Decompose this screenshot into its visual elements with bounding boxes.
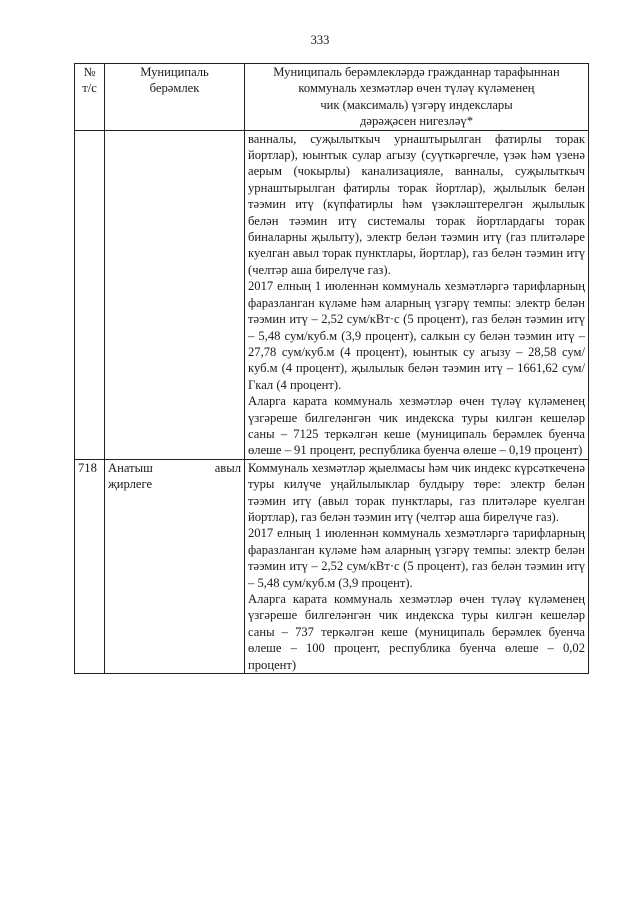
header-basis: Муниципаль берәмлекләрдә гражданнар тарафыннан коммуналь хезмәтләр өчен түләү күләменең чик (максималь) үзгәрү индекслары дәрәҗәсен нигезләү* — [245, 64, 589, 131]
basis-paragraph: Аларга карата коммуналь хезмәтләр өчен түләү күләменең үзгәреше билгеләнгән чик индекска туры килгән кешеләр саны – 7125 теркәлгән кеше (муниципаль берәмлек буенча өлеше – 91 процент, республика буенча өлеше – 0,19 процент) — [248, 394, 585, 458]
basis-paragraph: Коммуналь хезмәтләр җыелмасы һәм чик индекс күрсәткеченә туры килүче уңайлылыклар булдыру төре: электр белән тәэмин итү (авыл торак пунктлары, газ плитәләре куелган йортлар), газ белән тәэмин итү (челтәр аша бирелүче газ). — [248, 460, 585, 524]
municipal-index-table — [74, 63, 589, 674]
header-number: № т/с — [75, 64, 105, 131]
basis-paragraph: ванналы, суҗылыткыч урнаштырылган фатирлы торак йортлар), юынтык сулар агызу (суүткәргечле, үзәк һәм үзенә аерым (чокырлы) канализацияле, ванналы, суҗылыткыч урнаштырылган фатирлы торак йортлар), җылылык белән тәэмин итү (күпфатирлы һәм үзәкләштерелгән җылылык белән тәэмин итү системалы торак йортлардагы торак биналарны җылыту), электр белән тәэмин итү (газ плитәләре куелган авыл торак пунктлары, йортлар), газ белән тәэмин итү (челтәр аша бирелүче газ). — [248, 131, 585, 277]
row-municipality — [105, 130, 245, 459]
row-number — [75, 130, 105, 459]
page-number: 333 — [310, 33, 330, 47]
header-municipality: Муниципаль берәмлек — [105, 64, 245, 131]
row-municipality — [105, 459, 245, 673]
row-basis — [245, 130, 589, 459]
municipality-type-cont: җирлеге — [108, 477, 153, 492]
basis-paragraph: 2017 елның 1 июленнән коммуналь хезмәтләргә тарифларның фаразланган күләме һәм аларның үзгәрү темпы: электр белән тәэмин итү – 2,52 сум/кВт·с (5 процент), газ белән тәэмин итү – 5,48 сум/куб.м (3,9 процент), салкын су белән тәэмин итү – 27,78 сум/куб.м (4 процент), юынтык су агызу – 28,58 сум/куб.м (4 процент), җылылык белән тәэмин итү – 1661,62 сум/Гкал (4 процент). — [248, 279, 585, 392]
table-row — [75, 459, 589, 673]
row-number: 718 — [75, 459, 105, 673]
basis-paragraph: Аларга карата коммуналь хезмәтләр өчен түләү күләменең үзгәреше билгеләнгән чик индекска туры килгән кешеләр саны – 737 теркәлгән кеше (муниципаль берәмлек буенча өлеше – 100 процент, республика буенча өлеше – 0,02 процент) — [248, 592, 585, 672]
basis-paragraph: 2017 елның 1 июленнән коммуналь хезмәтләргә тарифларның фаразланган күләме һәм аларның үзгәрү темпы: электр белән тәэмин итү – 2,52 сум/кВт·с (5 процент), газ белән тәэмин итү – 5,48 сум/куб.м (3,9 процент). — [248, 526, 585, 590]
row-basis — [245, 459, 589, 673]
table-header-row — [75, 64, 589, 131]
table-row — [75, 130, 589, 459]
municipality-type: авыл — [214, 460, 241, 475]
municipality-name: Анатыш — [108, 460, 153, 475]
